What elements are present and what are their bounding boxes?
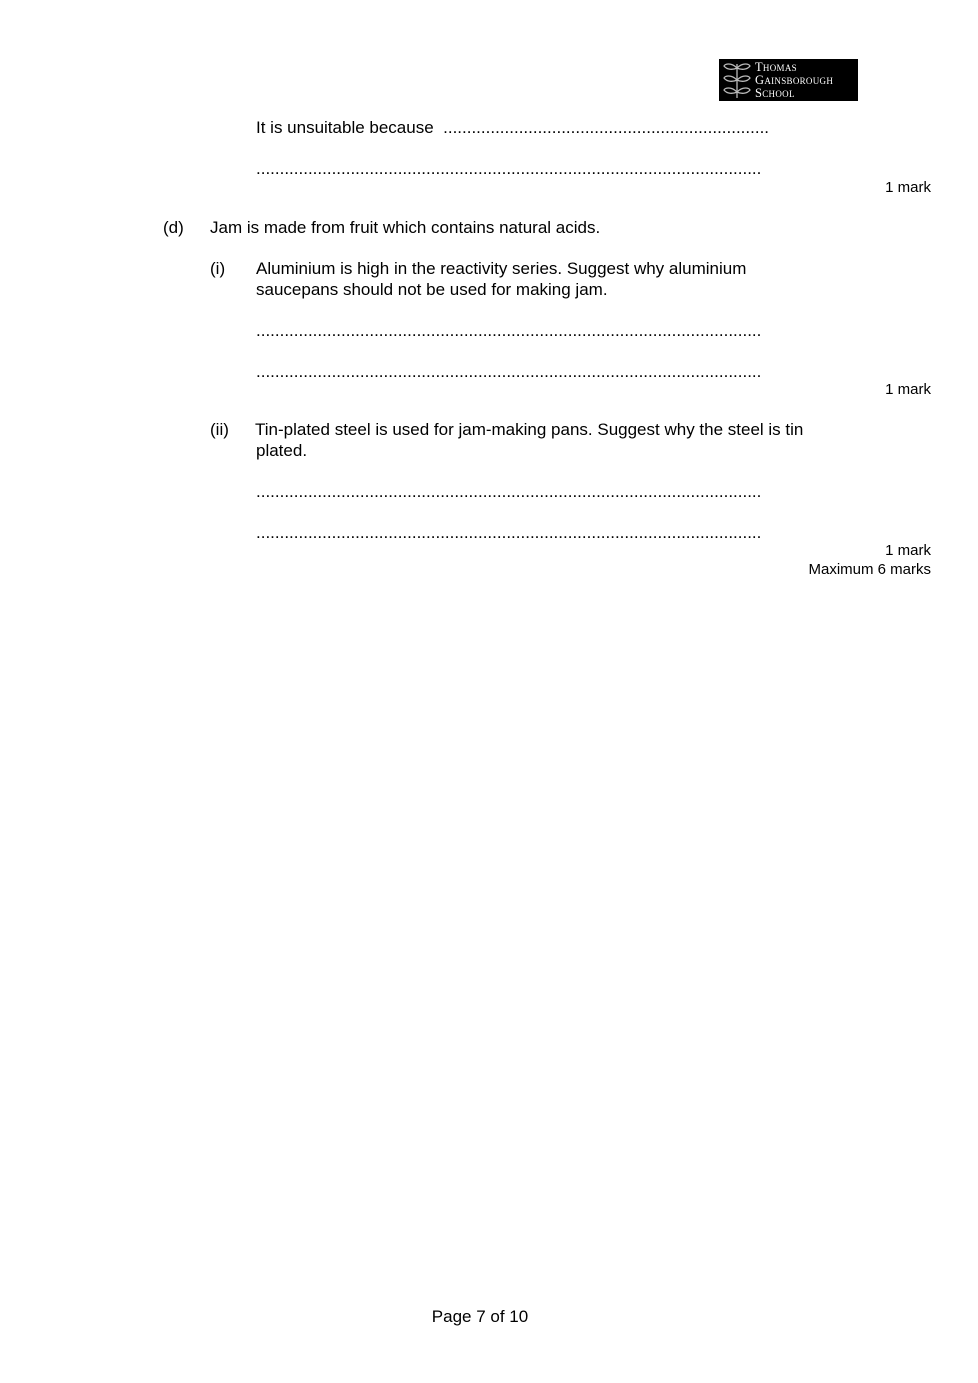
question-d-text: Jam is made from fruit which contains natural acids. (210, 218, 601, 237)
answer-line-d-i-1[interactable]: ........................................................................................................... (256, 321, 762, 340)
question-d-label: (d) (163, 218, 184, 237)
maximum-marks-label: Maximum 6 marks (808, 561, 931, 578)
question-d-i-text-line-1: Aluminium is high in the reactivity series. Suggest why aluminium (256, 259, 747, 278)
school-name-line-1: Thomas (755, 59, 797, 74)
question-d-ii-text-line-2: plated. (256, 441, 308, 460)
leaf-emblem-icon (721, 60, 753, 100)
question-d-i-text-line-2: saucepans should not be used for making jam. (256, 280, 608, 299)
question-d-ii-text-line-1: Tin-plated steel is used for jam-making pans. Suggest why the steel is tin (255, 420, 804, 439)
page-number: Page 7 of 10 (431, 1307, 529, 1326)
mark-label-d-i: 1 mark (885, 381, 931, 398)
mark-label-c: 1 mark (885, 179, 931, 196)
school-name (755, 61, 833, 100)
question-c-prompt-row (256, 117, 769, 138)
question-c-prompt: It is unsuitable because (256, 118, 434, 137)
answer-line-c-2[interactable]: ........................................................................................................... (256, 159, 762, 178)
school-name-line-3: School (755, 85, 795, 100)
question-d-i-label: (i) (210, 259, 226, 278)
answer-line-d-ii-1[interactable]: ........................................................................................................... (256, 482, 762, 501)
mark-label-d-ii: 1 mark (885, 542, 931, 559)
answer-line-c-1[interactable]: ..................................................................... (443, 118, 770, 137)
answer-line-d-i-2[interactable]: ........................................................................................................... (256, 362, 762, 381)
answer-line-d-ii-2[interactable]: ........................................................................................................... (256, 523, 762, 542)
school-name-line-2: Gainsborough (755, 72, 834, 87)
school-logo (719, 59, 858, 101)
question-d-ii-label: (ii) (210, 420, 229, 439)
